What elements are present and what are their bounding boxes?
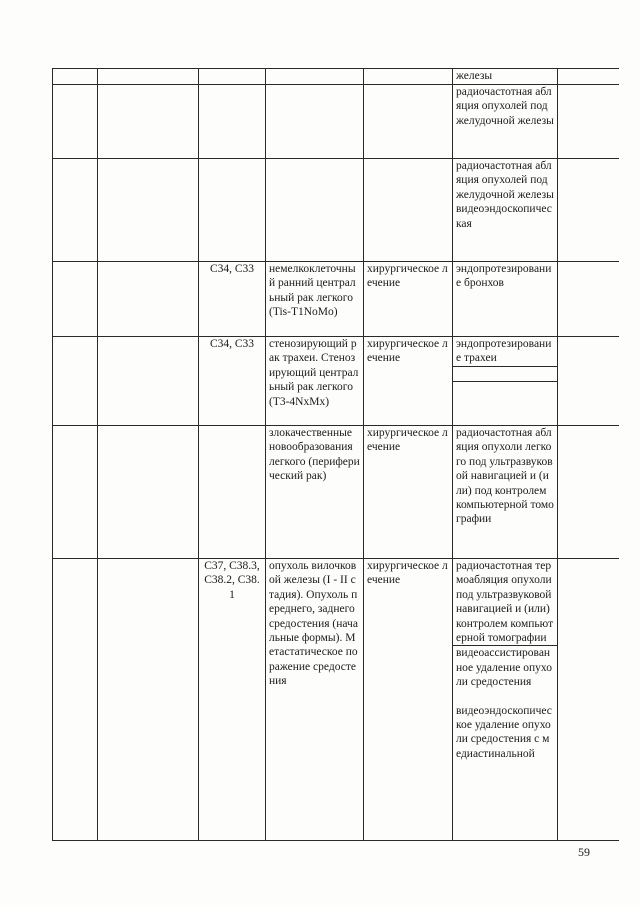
diagnosis-cell: немелкоклеточный ранний центральный рак легкого (Tis-T1NoMo) [266,262,364,337]
treatment-cell: хирургическое лечение [364,337,453,426]
icd-codes [199,69,266,85]
treatment-table [52,68,619,841]
method-cell [453,426,558,559]
method-text: радиочастотная термоабляция опухоли под ультразвуковой навигацией и (или) контролем компьютерной томографии [456,560,554,645]
diagnosis-cell: стенозирующий рак трахеи. Стенозирующий центральный рак легкого (T3-4NxMx) [266,337,364,426]
method-text: видеоэндоскопическое удаление опухоли средостения с медиастинальной [456,704,552,760]
page-number: 59 [578,845,590,859]
method-cell [453,559,558,841]
method-text: радиочастотная абляция опухолей поджелудочной железы видеоэндоскопическая [456,160,554,230]
method-cell [453,85,558,159]
method-text: железы [456,70,493,82]
diagnosis-cell [266,159,364,262]
treatment-cell [364,159,453,262]
method-text [453,381,557,412]
method-text [453,366,557,381]
diagnosis-cell [266,69,364,85]
method-cell [453,262,558,337]
table-row [53,159,619,262]
method-cell [453,69,558,85]
table-row [53,559,619,841]
treatment-cell: хирургическое лечение [364,426,453,559]
icd-codes [199,426,266,559]
method-text: радиочастотная абляция опухоли легкого под ультразвуковой навигацией и (или) под контролем компьютерной томографии [456,427,554,526]
table-row [53,85,619,159]
icd-codes: C34, C33 [199,262,266,337]
method-cell [453,159,558,262]
method-text: радиочастотная абляция опухолей поджелудочной железы [456,86,554,127]
treatment-cell: хирургическое лечение [364,559,453,841]
icd-codes [199,159,266,262]
method-text: эндопротезирование бронхов [456,263,552,290]
icd-codes: C34, C33 [199,337,266,426]
icd-codes [199,85,266,159]
diagnosis-cell: опухоль вилочковой железы (I - II стадия). Опухоль переднего, заднего средостения (начальные формы). Метастатическое поражение средостения [266,559,364,841]
table-row [53,69,619,85]
method-cell [453,337,558,426]
treatment-cell [364,69,453,85]
method-text: видеоассистированное удаление опухоли средостения [453,645,557,689]
treatment-cell: хирургическое лечение [364,262,453,337]
table-row [53,426,619,559]
table-row [53,337,619,426]
diagnosis-cell [266,85,364,159]
table-row [53,262,619,337]
method-text: эндопротезирование трахеи [456,338,552,365]
treatment-cell [364,85,453,159]
diagnosis-cell: злокачественные новообразования легкого (периферический рак) [266,426,364,559]
icd-codes: C37, C38.3, C38.2, C38.1 [199,559,266,841]
